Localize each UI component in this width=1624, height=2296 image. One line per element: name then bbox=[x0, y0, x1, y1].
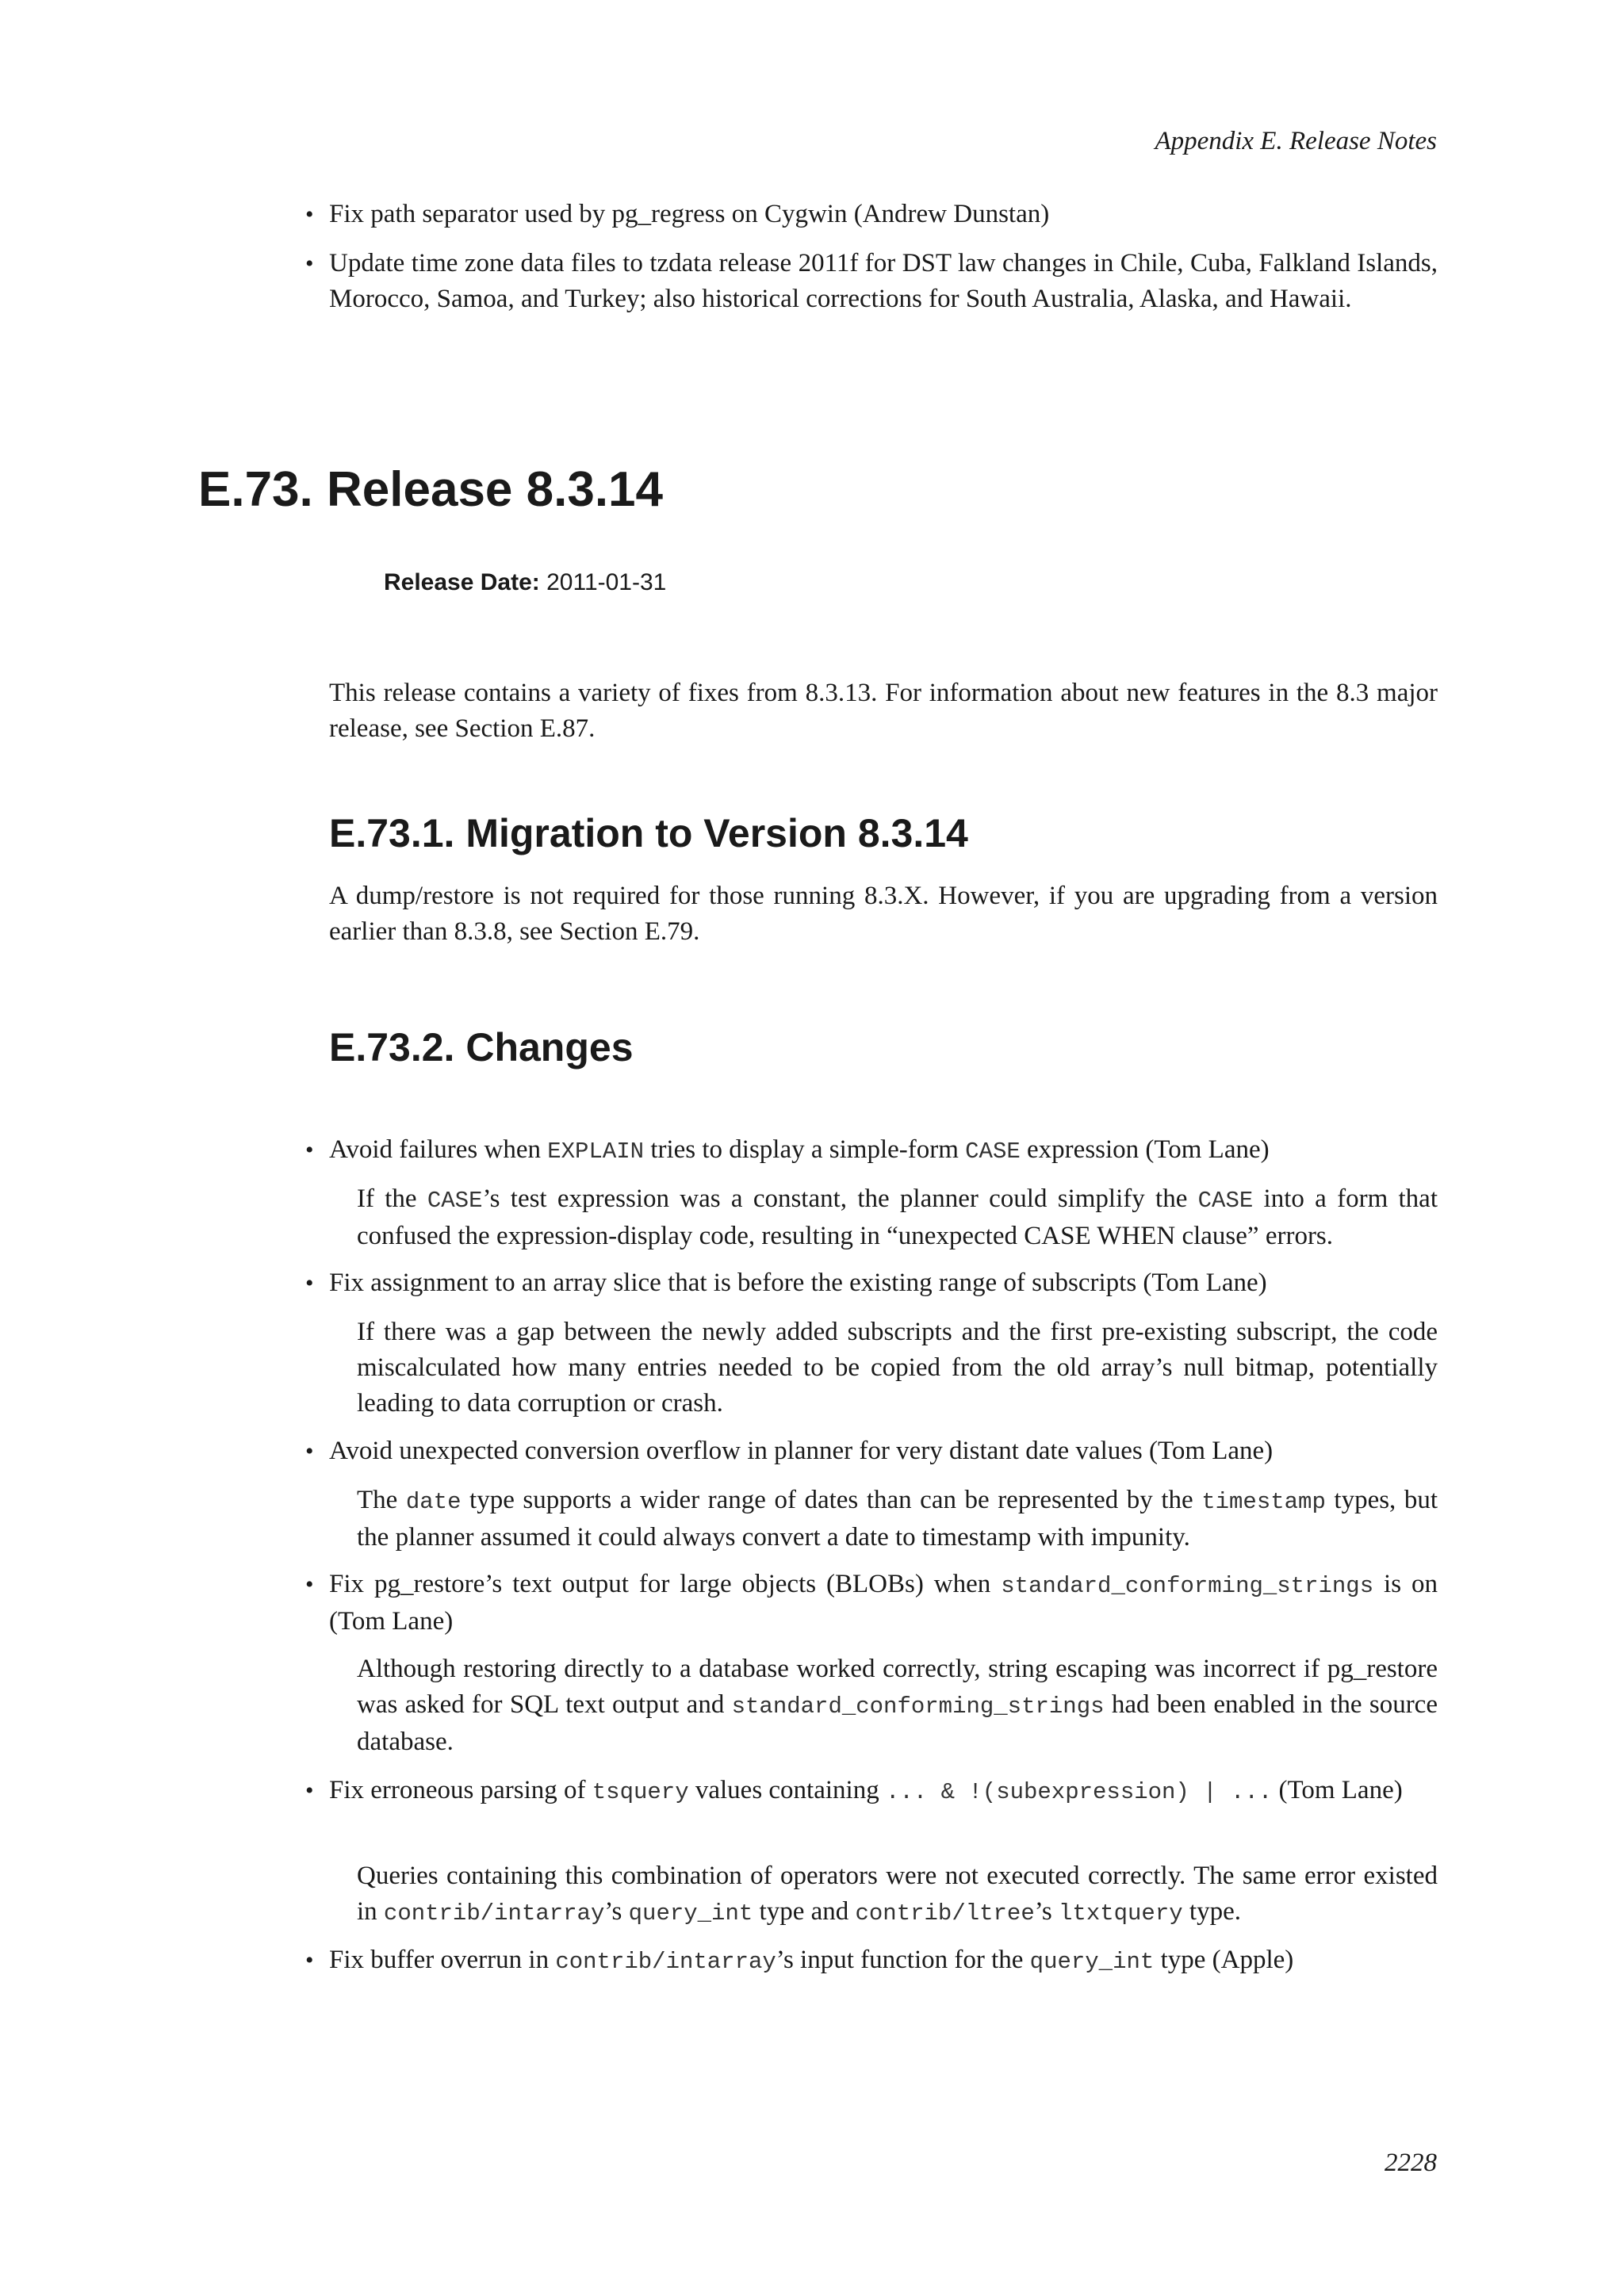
release-date-value: 2011-01-31 bbox=[546, 569, 667, 595]
list-item-text: Fix path separator used by pg_regress on Cygwin (Andrew Dunstan) bbox=[329, 200, 1050, 228]
code-literal: query_int bbox=[1029, 1949, 1155, 1975]
text-run: The bbox=[357, 1486, 406, 1514]
code-literal: ... & !(subexpression) | ... bbox=[885, 1779, 1273, 1805]
code-literal: standard_conforming_strings bbox=[731, 1693, 1105, 1720]
code-literal: CASE bbox=[965, 1138, 1021, 1165]
text-run: ’s bbox=[1034, 1897, 1059, 1926]
item-detail bbox=[357, 1651, 1438, 1760]
list-item bbox=[305, 1567, 1438, 1640]
code-literal: timestamp bbox=[1201, 1489, 1326, 1515]
text-run: ’s bbox=[604, 1897, 629, 1926]
item-detail bbox=[357, 1858, 1438, 1931]
text-run: values containing bbox=[688, 1776, 886, 1804]
text-run: Although restoring directly to a database worked correctly, string escaping was incorrect if pg_restore was asked for SQL text output and bbox=[357, 1655, 1438, 1719]
code-literal: contrib/ltree bbox=[855, 1900, 1035, 1927]
text-run: ’s test expression was a constant, the planner could simplify the bbox=[482, 1184, 1198, 1213]
text-run: type and bbox=[753, 1897, 856, 1926]
code-literal: EXPLAIN bbox=[547, 1138, 645, 1165]
text-run: Avoid failures when bbox=[329, 1135, 548, 1164]
text-run: Queries containing this combination of operators were not executed correctly. The same error existed in bbox=[357, 1862, 1438, 1926]
release-date-label: Release Date: bbox=[384, 569, 540, 595]
list-item bbox=[305, 1433, 1438, 1469]
text-run: Fix erroneous parsing of bbox=[329, 1776, 592, 1804]
bullet-icon: • bbox=[305, 1571, 314, 1598]
code-literal: contrib/intarray bbox=[555, 1949, 776, 1975]
text-run: type supports a wider range of dates than can be represented by the bbox=[461, 1486, 1202, 1514]
list-item bbox=[305, 246, 1438, 317]
bullet-icon: • bbox=[305, 1137, 314, 1163]
page-number: 2228 bbox=[1385, 2149, 1437, 2177]
bullet-icon: • bbox=[305, 251, 314, 277]
subsection-title-migration: E.73.1. Migration to Version 8.3.14 bbox=[329, 811, 968, 855]
text-run: type. bbox=[1182, 1897, 1241, 1926]
text-run: If the bbox=[357, 1184, 427, 1213]
code-literal: CASE bbox=[1197, 1188, 1254, 1214]
text-run: type (Apple) bbox=[1154, 1946, 1294, 1974]
text-run: expression (Tom Lane) bbox=[1020, 1135, 1270, 1164]
list-item bbox=[305, 1132, 1438, 1169]
release-date bbox=[384, 569, 666, 596]
code-literal: standard_conforming_strings bbox=[1001, 1573, 1374, 1599]
running-header: Appendix E. Release Notes bbox=[1155, 127, 1437, 155]
text-run: into a form that confused the expression-display code, resulting in “unexpected CASE WHEN clause” errors. bbox=[357, 1184, 1438, 1250]
code-literal: contrib/intarray bbox=[383, 1900, 605, 1927]
bullet-icon: • bbox=[305, 1270, 314, 1296]
item-detail bbox=[357, 1483, 1438, 1556]
migration-paragraph: A dump/restore is not required for those running 8.3.X. However, if you are upgrading from a version earlier than 8.3.8, see Section E.79. bbox=[329, 882, 1438, 946]
code-literal: tsquery bbox=[592, 1779, 689, 1805]
item-detail bbox=[357, 1181, 1438, 1254]
list-item bbox=[305, 197, 1438, 232]
text-run: (Tom Lane) bbox=[1272, 1776, 1403, 1804]
list-item-text: Fix assignment to an array slice that is before the existing range of subscripts (Tom Lane) bbox=[329, 1269, 1267, 1297]
bullet-icon: • bbox=[305, 1777, 314, 1804]
bullet-icon: • bbox=[305, 201, 314, 228]
text-run: ’s input function for the bbox=[776, 1946, 1030, 1974]
list-item bbox=[305, 1265, 1438, 1301]
list-item bbox=[305, 1773, 1438, 1810]
code-literal: query_int bbox=[628, 1900, 753, 1927]
subsection-title-changes: E.73.2. Changes bbox=[329, 1025, 634, 1070]
list-item-text: Avoid unexpected conversion overflow in planner for very distant date values (Tom Lane) bbox=[329, 1437, 1274, 1465]
bullet-icon: • bbox=[305, 1947, 314, 1973]
text-run: had been enabled in the source database. bbox=[357, 1690, 1438, 1756]
item-detail: If there was a gap between the newly added subscripts and the first pre-existing subscript, the code miscalculated how many entries needed to be copied from the old array’s null bitmap, potentially leading to data corruption or crash. bbox=[357, 1318, 1438, 1418]
text-run: Fix pg_restore’s text output for large objects (BLOBs) when bbox=[329, 1570, 1002, 1598]
code-literal: date bbox=[405, 1489, 462, 1515]
code-literal: ltxtquery bbox=[1059, 1900, 1183, 1927]
text-run: is on (Tom Lane) bbox=[329, 1570, 1438, 1636]
text-run: types, but the planner assumed it could always convert a date to timestamp with impunity. bbox=[357, 1486, 1438, 1552]
text-run: tries to display a simple-form bbox=[644, 1135, 966, 1164]
bullet-icon: • bbox=[305, 1438, 314, 1464]
intro-paragraph: This release contains a variety of fixes from 8.3.13. For information about new features in the 8.3 major release, see Section E.87. bbox=[329, 679, 1438, 743]
list-item bbox=[305, 1942, 1438, 1980]
list-item-text: Update time zone data files to tzdata release 2011f for DST law changes in Chile, Cuba, Falkland Islands, Morocco, Samoa, and Turkey; also historical corrections for South Australia, Alaska, and Hawaii. bbox=[329, 249, 1438, 313]
section-title: E.73. Release 8.3.14 bbox=[198, 462, 664, 517]
text-run: Fix buffer overrun in bbox=[329, 1946, 556, 1974]
code-literal: CASE bbox=[427, 1188, 483, 1214]
